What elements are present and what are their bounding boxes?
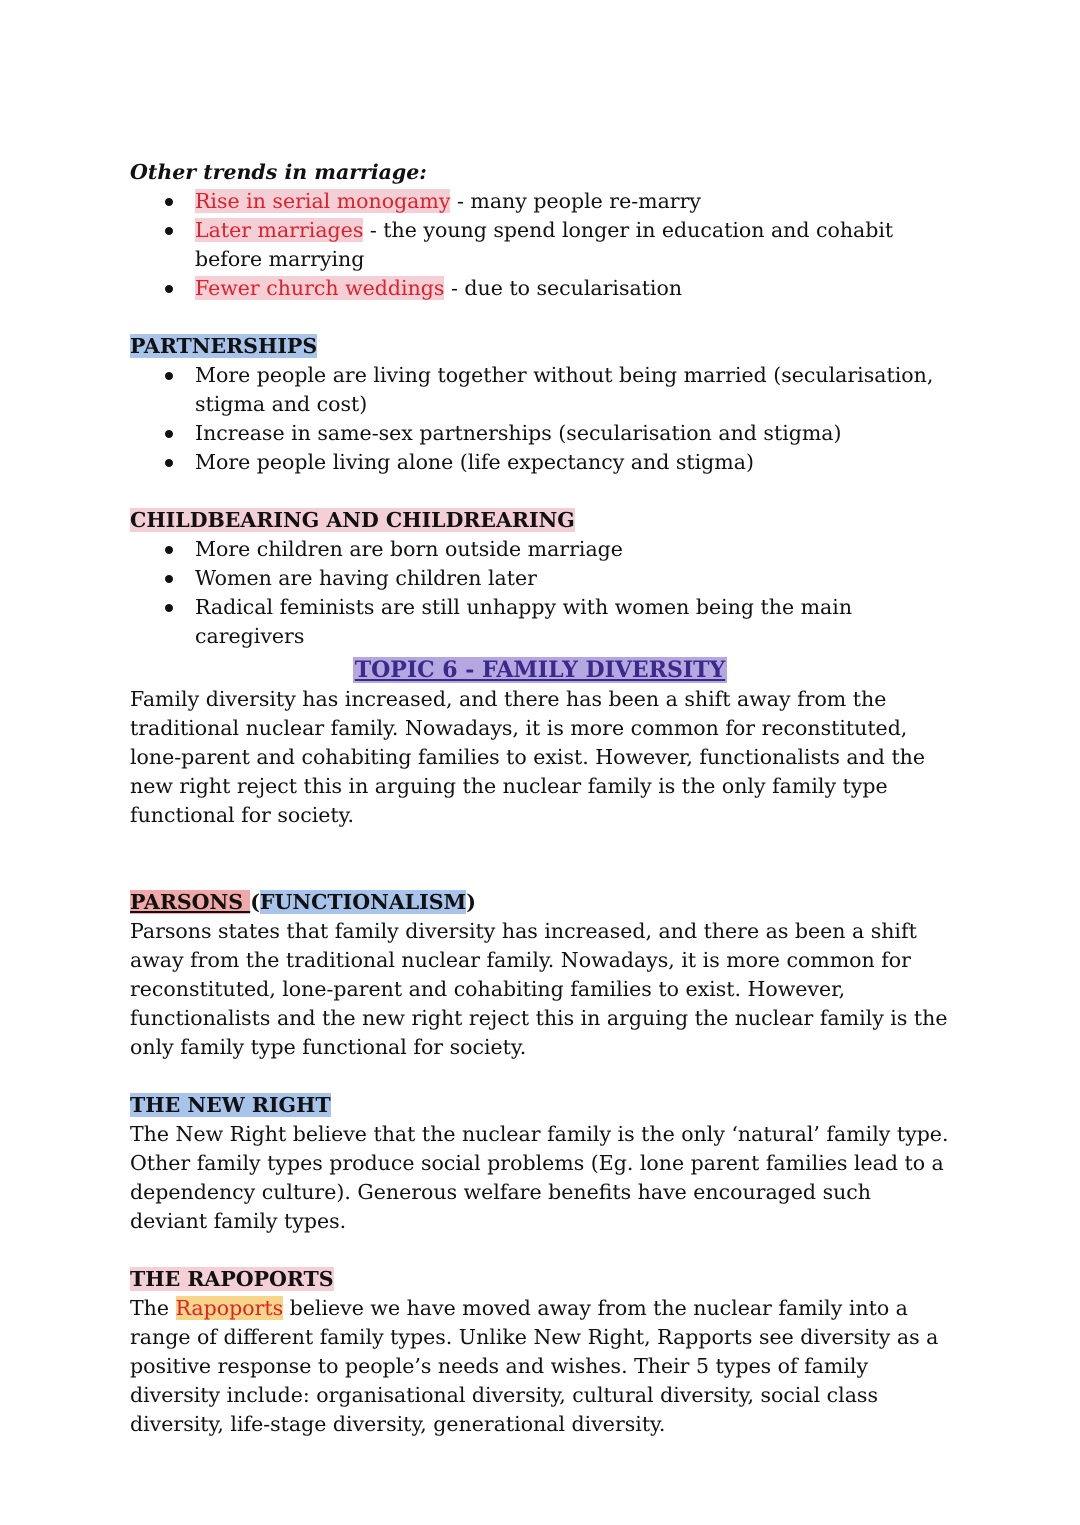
partnerships-heading: PARTNERSHIPS <box>130 334 318 358</box>
item-text: - due to secularisation <box>444 276 683 300</box>
item-text: - the young spend longer in education and cohabit before marrying <box>195 218 894 271</box>
highlight-text: Fewer church weddings <box>195 276 445 300</box>
marriage-trends-list <box>130 187 950 303</box>
childbearing-list <box>130 535 950 651</box>
parsons-text: Parsons states that family diversity has increased, and there as been a shift away from the traditional nuclear family. Nowadays, it is more common for reconstituted, lone-parent and cohabiting families to exist. However, functionalists and the new right reject this in arguing the nuclear family is the only family type functional for society. <box>130 919 948 1059</box>
new-right-heading: THE NEW RIGHT <box>130 1093 331 1117</box>
parsons-heading: PARSONS (FUNCTIONALISM) <box>130 890 476 914</box>
parsons-name: PARSONS <box>130 890 251 914</box>
rapoports-heading: THE RAPOPORTS <box>130 1267 334 1291</box>
item-text: - many people re-marry <box>450 189 701 213</box>
list-item: More people living alone (life expectancy and stigma) <box>195 448 950 477</box>
list-item: Women are having children later <box>195 564 950 593</box>
marriage-trends-heading: Other trends in marriage: <box>130 160 427 184</box>
list-item: More people are living together without being married (secularisation, stigma and cost) <box>195 361 950 419</box>
new-right-text: The New Right believe that the nuclear family is the only ‘natural’ family type. Other family types produce social problems (Eg. lone parent families lead to a dependency culture). Generous welfare benefits have encouraged such deviant family types. <box>130 1122 949 1233</box>
childbearing-heading: CHILDBEARING AND CHILDREARING <box>130 508 575 532</box>
list-item: Increase in same-sex partnerships (secularisation and stigma) <box>195 419 950 448</box>
topic-title: TOPIC 6 - FAMILY DIVERSITY <box>354 657 726 683</box>
topic-intro: Family diversity has increased, and there has been a shift away from the traditional nuclear family. Nowadays, it is more common for reconstituted, lone-parent and cohabiting families to exist. However, functionalists and the new right reject this in arguing the nuclear family is the only family type functional for society. <box>130 687 926 827</box>
list-item: Radical feminists are still unhappy with women being the main caregivers <box>195 593 950 651</box>
list-item <box>195 216 950 274</box>
rapoports-text: The Rapoports believe we have moved away from the nuclear family into a range of different family types. Unlike New Right, Rapports see diversity as a positive response to people’s needs and wishes. Their 5 types of family diversity include: organisational diversity, cultural diversity, social class diversity, life-stage diversity, generational diversity. <box>130 1296 939 1436</box>
partnerships-list <box>130 361 950 477</box>
highlight-text: Later marriages <box>195 218 364 242</box>
list-item: More children are born outside marriage <box>195 535 950 564</box>
list-item <box>195 187 950 216</box>
parsons-school: FUNCTIONALISM <box>259 890 467 914</box>
highlight-text: Rise in serial monogamy <box>195 189 451 213</box>
list-item <box>195 274 950 303</box>
rapoports-highlight: Rapoports <box>175 1296 284 1320</box>
